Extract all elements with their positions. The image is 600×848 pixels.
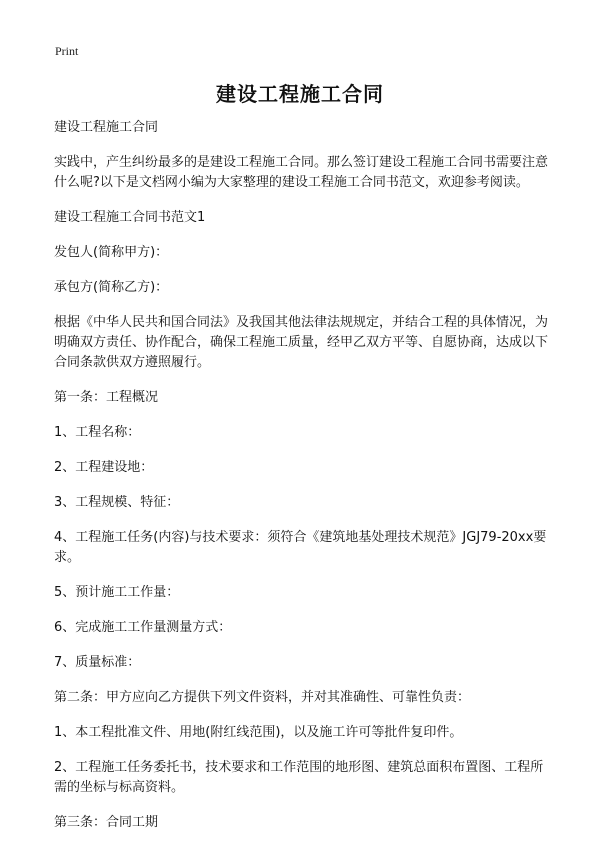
paragraph-article-3: 第三条：合同工期 bbox=[54, 815, 159, 830]
paragraph-item: 3、工程规模、特征： bbox=[54, 495, 180, 510]
paragraph-item: 6、完成施工工作量测量方式： bbox=[54, 620, 232, 635]
paragraph-item: 7、质量标准： bbox=[54, 655, 141, 670]
document-body bbox=[54, 118, 552, 848]
paragraph-heading: 建设工程施工合同 bbox=[54, 120, 159, 135]
paragraph-item: 4、工程施工任务(内容)与技术要求：须符合《建筑地基处理技术规范》JGJ79-20xx要求。 bbox=[54, 530, 547, 565]
paragraph-article-2: 第二条：甲方应向乙方提供下列文件资料，并对其准确性、可靠性负责： bbox=[54, 690, 471, 705]
document-title: 建设工程施工合同 bbox=[216, 82, 384, 106]
paragraph-party-b: 承包方(简称乙方)： bbox=[54, 280, 169, 295]
paragraph-article-1: 第一条：工程概况 bbox=[54, 390, 159, 405]
paragraph-preamble: 根据《中华人民共和国合同法》及我国其他法律法规规定，并结合工程的具体情况，为明确双方责任、协作配合，确保工程施工质量，经甲乙双方平等、自愿协商，达成以下合同条款供双方遵照履行。 bbox=[54, 315, 549, 370]
paragraph-item: 2、工程建设地： bbox=[54, 460, 154, 475]
paragraph-sample-title: 建设工程施工合同书范文1 bbox=[54, 210, 206, 225]
paragraph-item: 1、本工程批准文件、用地(附红线范围)，以及施工许可等批件复印件。 bbox=[54, 725, 463, 740]
paragraph-intro: 实践中，产生纠纷最多的是建设工程施工合同。那么签订建设工程施工合同书需要注意什么呢?以下是文档网小编为大家整理的建设工程施工合同书范文，欢迎参考阅读。 bbox=[54, 155, 549, 190]
print-link[interactable]: Print bbox=[55, 44, 79, 58]
paragraph-party-a: 发包人(简称甲方)： bbox=[54, 245, 169, 260]
paragraph-item: 1、工程名称： bbox=[54, 425, 141, 440]
paragraph-item: 5、预计施工工作量： bbox=[54, 585, 180, 600]
paragraph-item: 2、工程施工任务委托书，技术要求和工作范围的地形图、建筑总面积布置图、工程所需的坐标与标高资料。 bbox=[54, 760, 544, 795]
